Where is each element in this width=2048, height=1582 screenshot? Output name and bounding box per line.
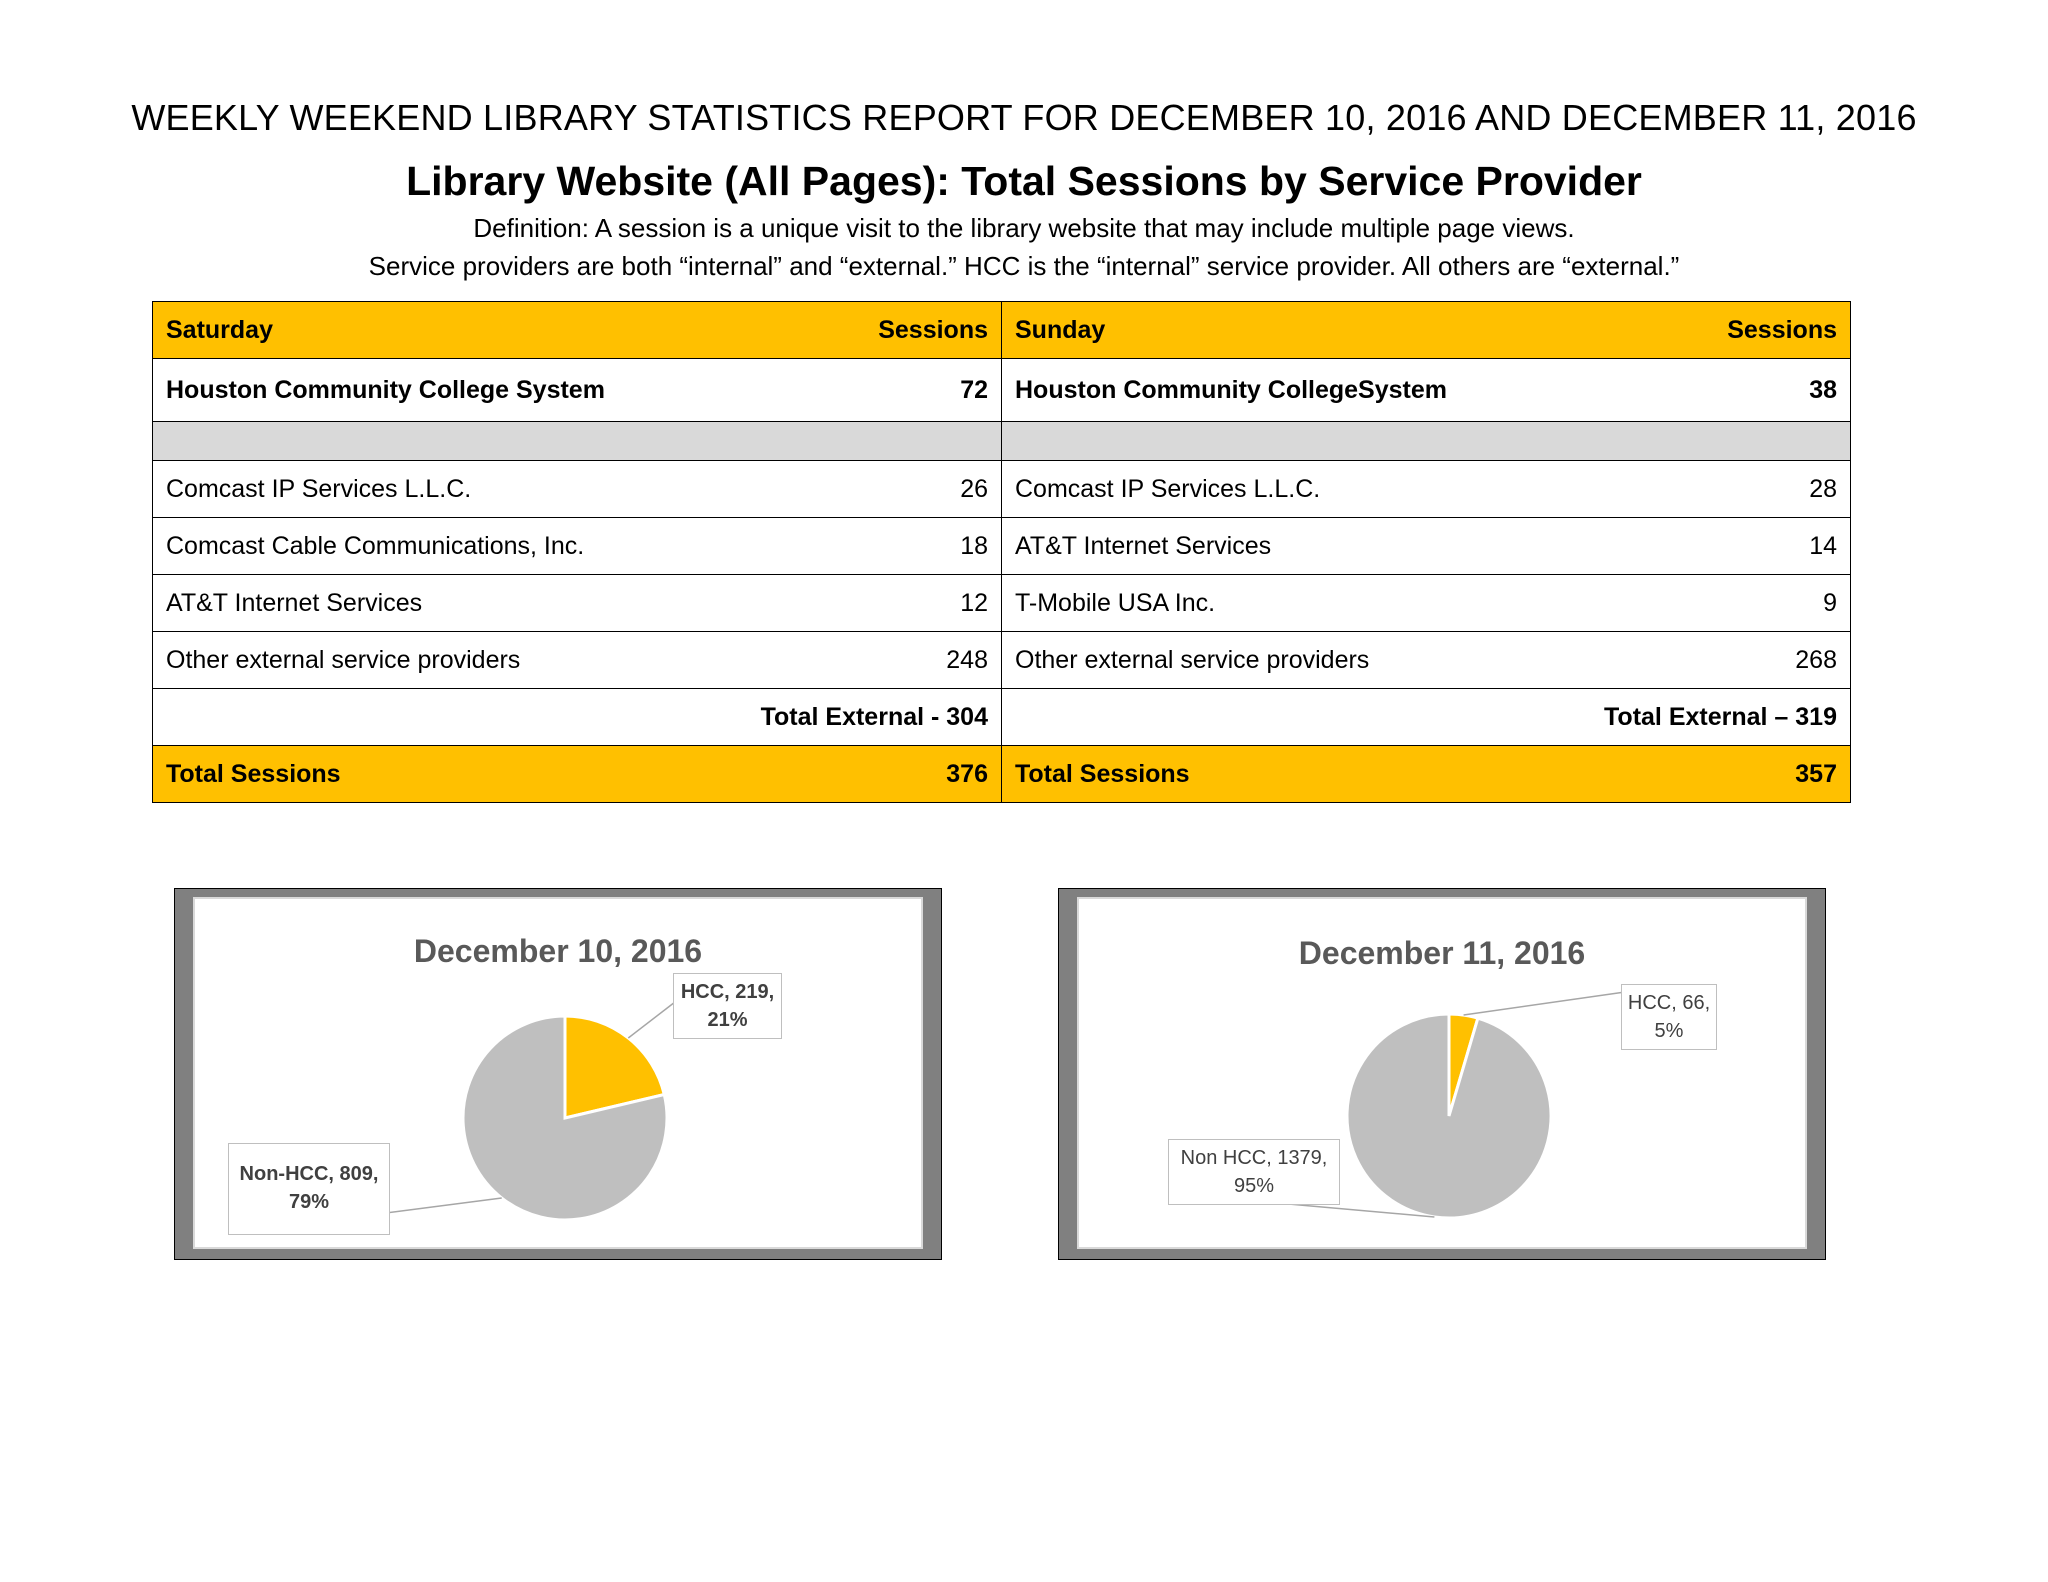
slice-label-text: HCC, 66, bbox=[1627, 992, 1711, 1014]
slice-label-non-hcc bbox=[228, 1143, 390, 1235]
table-row-total-sessions bbox=[153, 746, 1851, 803]
sunday-hcc-name: Houston Community CollegeSystem bbox=[1002, 359, 1702, 422]
definition-line-2: Service providers are both “internal” and “external.” HCC is the “internal” service provider. All others are “external.” bbox=[368, 251, 1680, 281]
saturday-hcc-name: Houston Community College System bbox=[153, 359, 853, 422]
sunday-provider-value: 28 bbox=[1702, 461, 1851, 518]
slice-label-hcc bbox=[673, 973, 782, 1039]
saturday-total-external: Total External - 304 bbox=[153, 689, 1002, 746]
sunday-provider-value: 14 bbox=[1702, 518, 1851, 575]
page-title: Library Website (All Pages): Total Sessions by Service Provider bbox=[406, 158, 1642, 204]
leader-line bbox=[628, 1002, 675, 1038]
slice-label-text: Non-HCC, 809, bbox=[239, 1163, 379, 1185]
table-row bbox=[153, 461, 1851, 518]
sunday-provider-name: Comcast IP Services L.L.C. bbox=[1002, 461, 1702, 518]
report-title: WEEKLY WEEKEND LIBRARY STATISTICS REPORT FOR DECEMBER 10, 2016 AND DECEMBER 11, 2016 bbox=[131, 97, 1917, 138]
sunday-sessions-header: Sessions bbox=[1702, 302, 1851, 359]
sessions-table bbox=[152, 301, 1851, 803]
saturday-hcc-value: 72 bbox=[853, 359, 1002, 422]
table-row bbox=[153, 575, 1851, 632]
chart-frame-dec-11 bbox=[1058, 888, 1826, 1260]
saturday-total-label: Total Sessions bbox=[153, 746, 853, 803]
saturday-total-value: 376 bbox=[853, 746, 1002, 803]
pie-slice-non-hcc bbox=[1347, 1014, 1551, 1218]
saturday-sessions-header: Sessions bbox=[853, 302, 1002, 359]
chart-area-dec-10 bbox=[193, 897, 923, 1249]
sunday-provider-name: Other external service providers bbox=[1002, 632, 1702, 689]
sunday-total-external: Total External – 319 bbox=[1002, 689, 1851, 746]
saturday-provider-name: Comcast Cable Communications, Inc. bbox=[153, 518, 853, 575]
slice-label-percent: 79% bbox=[288, 1191, 330, 1213]
sunday-provider-name: T-Mobile USA Inc. bbox=[1002, 575, 1702, 632]
slice-label-non-hcc bbox=[1168, 1139, 1340, 1205]
saturday-provider-name: AT&T Internet Services bbox=[153, 575, 853, 632]
slice-label-percent: 21% bbox=[707, 1009, 748, 1031]
slice-label-percent: 5% bbox=[1654, 1020, 1684, 1042]
saturday-provider-value: 18 bbox=[853, 518, 1002, 575]
chart-area-dec-11 bbox=[1077, 897, 1807, 1249]
table-header-row bbox=[153, 302, 1851, 359]
saturday-provider-value: 248 bbox=[853, 632, 1002, 689]
sunday-total-value: 357 bbox=[1702, 746, 1851, 803]
slice-label-text: Non HCC, 1379, bbox=[1180, 1147, 1328, 1169]
table-row bbox=[153, 632, 1851, 689]
chart-title: December 10, 2016 bbox=[413, 933, 703, 969]
sunday-hcc-value: 38 bbox=[1702, 359, 1851, 422]
sunday-separator bbox=[1002, 422, 1851, 461]
slice-label-percent: 95% bbox=[1233, 1175, 1275, 1197]
definition-line-1: Definition: A session is a unique visit to the library website that may include multiple page views. bbox=[473, 213, 1575, 243]
leader-line bbox=[1464, 992, 1625, 1015]
table-row-hcc bbox=[153, 359, 1851, 422]
slice-label-text: HCC, 219, bbox=[680, 981, 775, 1003]
slice-label-hcc bbox=[1621, 984, 1717, 1050]
sunday-provider-value: 9 bbox=[1702, 575, 1851, 632]
chart-title: December 11, 2016 bbox=[1298, 935, 1586, 971]
saturday-provider-value: 12 bbox=[853, 575, 1002, 632]
sunday-total-label: Total Sessions bbox=[1002, 746, 1702, 803]
chart-frame-dec-10 bbox=[174, 888, 942, 1260]
table-row bbox=[153, 518, 1851, 575]
sunday-provider-name: AT&T Internet Services bbox=[1002, 518, 1702, 575]
table-separator-row bbox=[153, 422, 1851, 461]
saturday-provider-value: 26 bbox=[853, 461, 1002, 518]
saturday-provider-name: Comcast IP Services L.L.C. bbox=[153, 461, 853, 518]
saturday-provider-name: Other external service providers bbox=[153, 632, 853, 689]
sunday-provider-value: 268 bbox=[1702, 632, 1851, 689]
table-row-total-external bbox=[153, 689, 1851, 746]
sunday-header: Sunday bbox=[1002, 302, 1702, 359]
saturday-separator bbox=[153, 422, 1002, 461]
saturday-header: Saturday bbox=[153, 302, 853, 359]
